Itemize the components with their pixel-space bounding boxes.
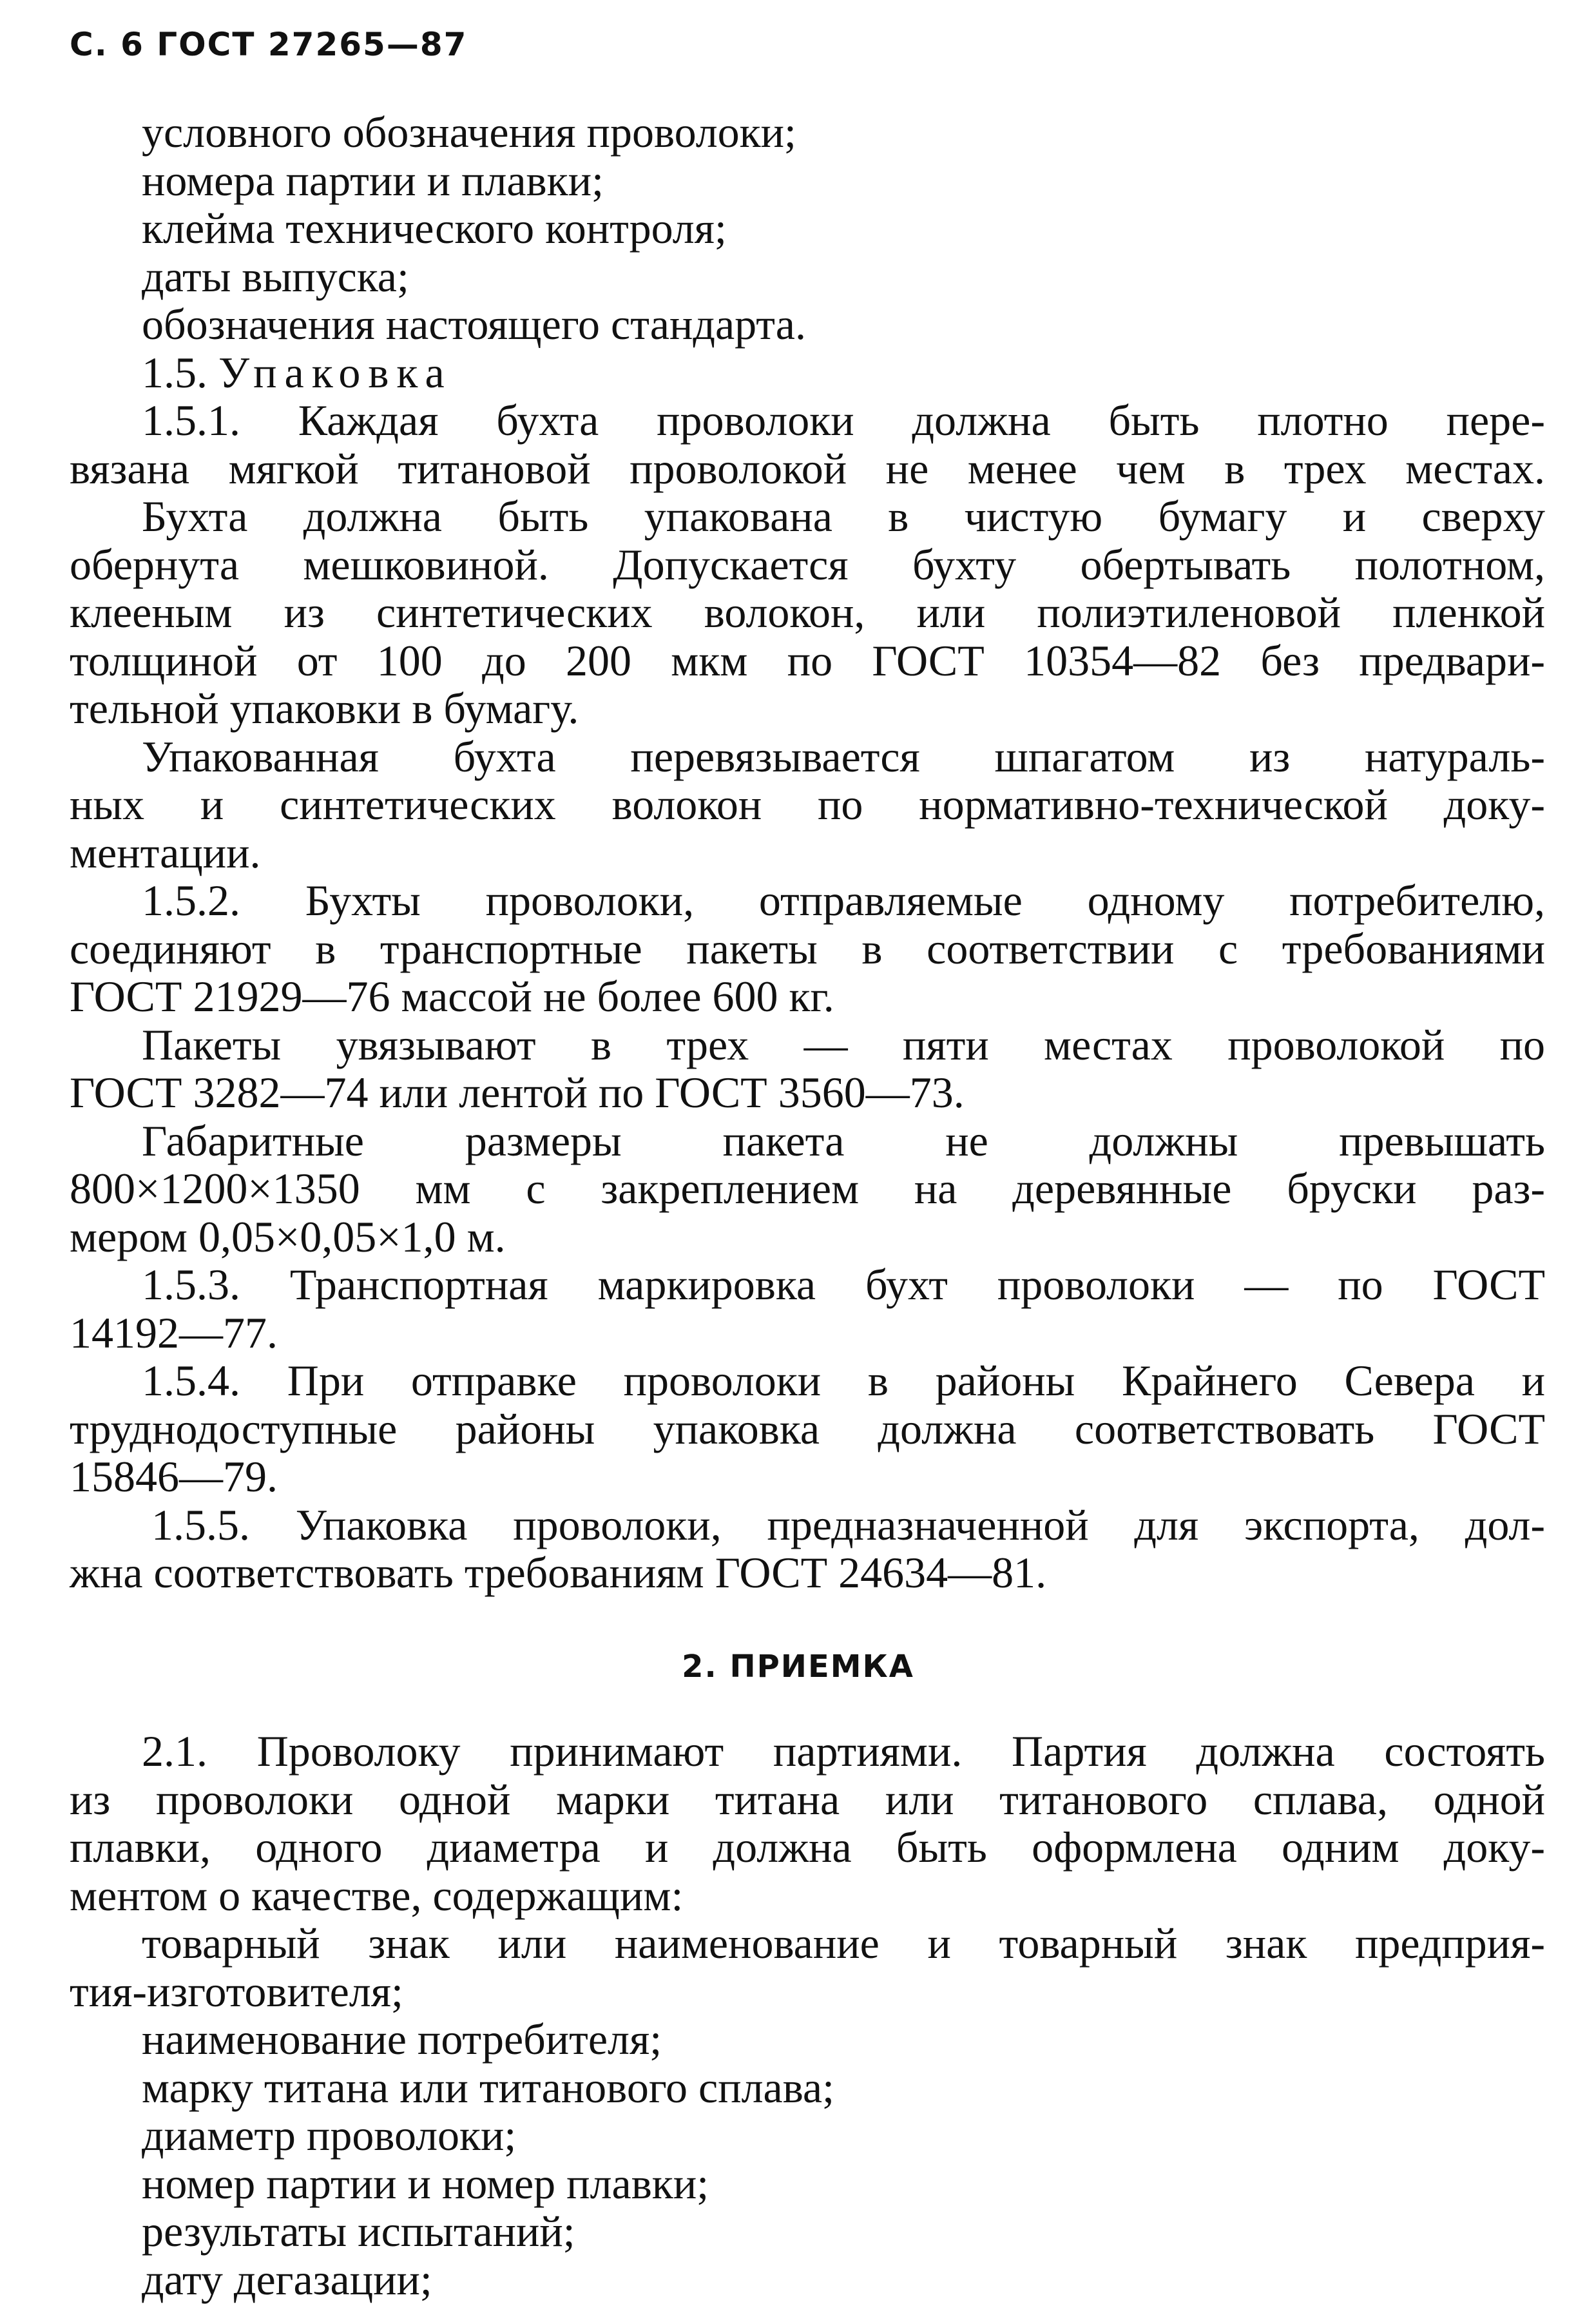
page-header: С. 6 ГОСТ 27265—87 (70, 26, 468, 63)
paragraph-line: мером 0,05×0,05×1,0 м. (70, 1212, 506, 1261)
subsection-number: 1.5. (142, 347, 207, 397)
list-item: даты выпуска; (142, 251, 409, 301)
paragraph-line: 15846—79. (70, 1452, 278, 1501)
paragraph-line: 800×1200×1350 мм с закреплением на деревянные бруски раз- (70, 1164, 1545, 1213)
paragraph-line: ментации. (70, 828, 261, 877)
list-item: номер партии и номер плавки; (142, 2158, 709, 2208)
paragraph-line: 1.5.1. Каждая бухта проволоки должна быть плотно пере- (142, 396, 1545, 445)
paragraph-line: труднодоступные районы упаковка должна соответствовать ГОСТ (70, 1404, 1545, 1453)
paragraph-line: ГОСТ 3282—74 или лентой по ГОСТ 3560—73. (70, 1068, 965, 1117)
list-item: номера партии и плавки; (142, 155, 604, 205)
paragraph-line: клееным из синтетических волокон, или полиэтиленовой пленкой (70, 588, 1545, 637)
paragraph-line: товарный знак или наименование и товарный знак предприя- (142, 1919, 1545, 1968)
paragraph-line: 1.5.5. Упаковка проволоки, предназначенной для экспорта, дол- (151, 1500, 1545, 1549)
list-item: дату дегазации; (142, 2254, 432, 2304)
paragraph-line: 1.5.2. Бухты проволоки, отправляемые одному потребителю, (142, 876, 1545, 925)
paragraph-line: 2.1. Проволоку принимают партиями. Партия должна состоять (142, 1727, 1545, 1776)
paragraph-line: Пакеты увязывают в трех — пяти местах проволокой по (142, 1020, 1545, 1069)
paragraph-line: Бухта должна быть упакована в чистую бумагу и сверху (142, 492, 1545, 541)
paragraph-line: Габаритные размеры пакета не должны превышать (142, 1116, 1545, 1165)
paragraph-line: обернута мешковиной. Допускается бухту обертывать полотном, (70, 539, 1545, 589)
paragraph-line: 14192—77. (70, 1308, 278, 1357)
paragraph-line: тия-изготовителя; (70, 1966, 403, 2016)
list-item: диаметр проволоки; (142, 2111, 517, 2160)
list-item: марку титана или титанового сплава; (142, 2062, 834, 2112)
paragraph-line: соединяют в транспортные пакеты в соответствии с требованиями (70, 924, 1545, 973)
paragraph-line: вязана мягкой титановой проволокой не менее чем в трех местах. (70, 443, 1545, 493)
paragraph-line: тельной упаковки в бумагу. (70, 684, 579, 733)
list-item: клейма технического контроля; (142, 204, 727, 253)
list-item: результаты испытаний; (142, 2207, 575, 2256)
text-block-upper (70, 108, 1545, 1597)
paragraph-line: Упакованная бухта перевязывается шпагатом из натураль- (142, 731, 1545, 781)
list-item: условного обозначения проволоки; (142, 108, 796, 157)
paragraph-line: 1.5.3. Транспортная маркировка бухт проволоки — по ГОСТ (142, 1260, 1545, 1309)
paragraph-line: толщиной от 100 до 200 мкм по ГОСТ 10354—82 без предвари- (70, 635, 1545, 685)
text-block-lower (70, 1727, 1545, 2303)
list-item: наименование потребителя; (142, 2015, 662, 2064)
paragraph-line: 1.5.4. При отправке проволоки в районы Крайнего Севера и (142, 1356, 1545, 1405)
paragraph-line: плавки, одного диаметра и должна быть оформлена одним доку- (70, 1823, 1545, 1872)
paragraph-line: жна соответствовать требованиям ГОСТ 24634—81. (70, 1548, 1047, 1597)
paragraph-line: ГОСТ 21929—76 массой не более 600 кг. (70, 972, 834, 1021)
subsection-title: Упаковка (218, 347, 452, 397)
paragraph-line: из проволоки одной марки титана или титанового сплава, одной (70, 1774, 1545, 1824)
list-item: обозначения настоящего стандарта. (142, 300, 806, 349)
section-heading-2: 2. ПРИЕМКА (682, 1649, 914, 1685)
paragraph-line: ментом о качестве, содержащим: (70, 1870, 684, 1920)
subsection-heading-1-5 (70, 349, 1545, 397)
paragraph-line: ных и синтетических волокон по нормативно-технической доку- (70, 780, 1545, 829)
